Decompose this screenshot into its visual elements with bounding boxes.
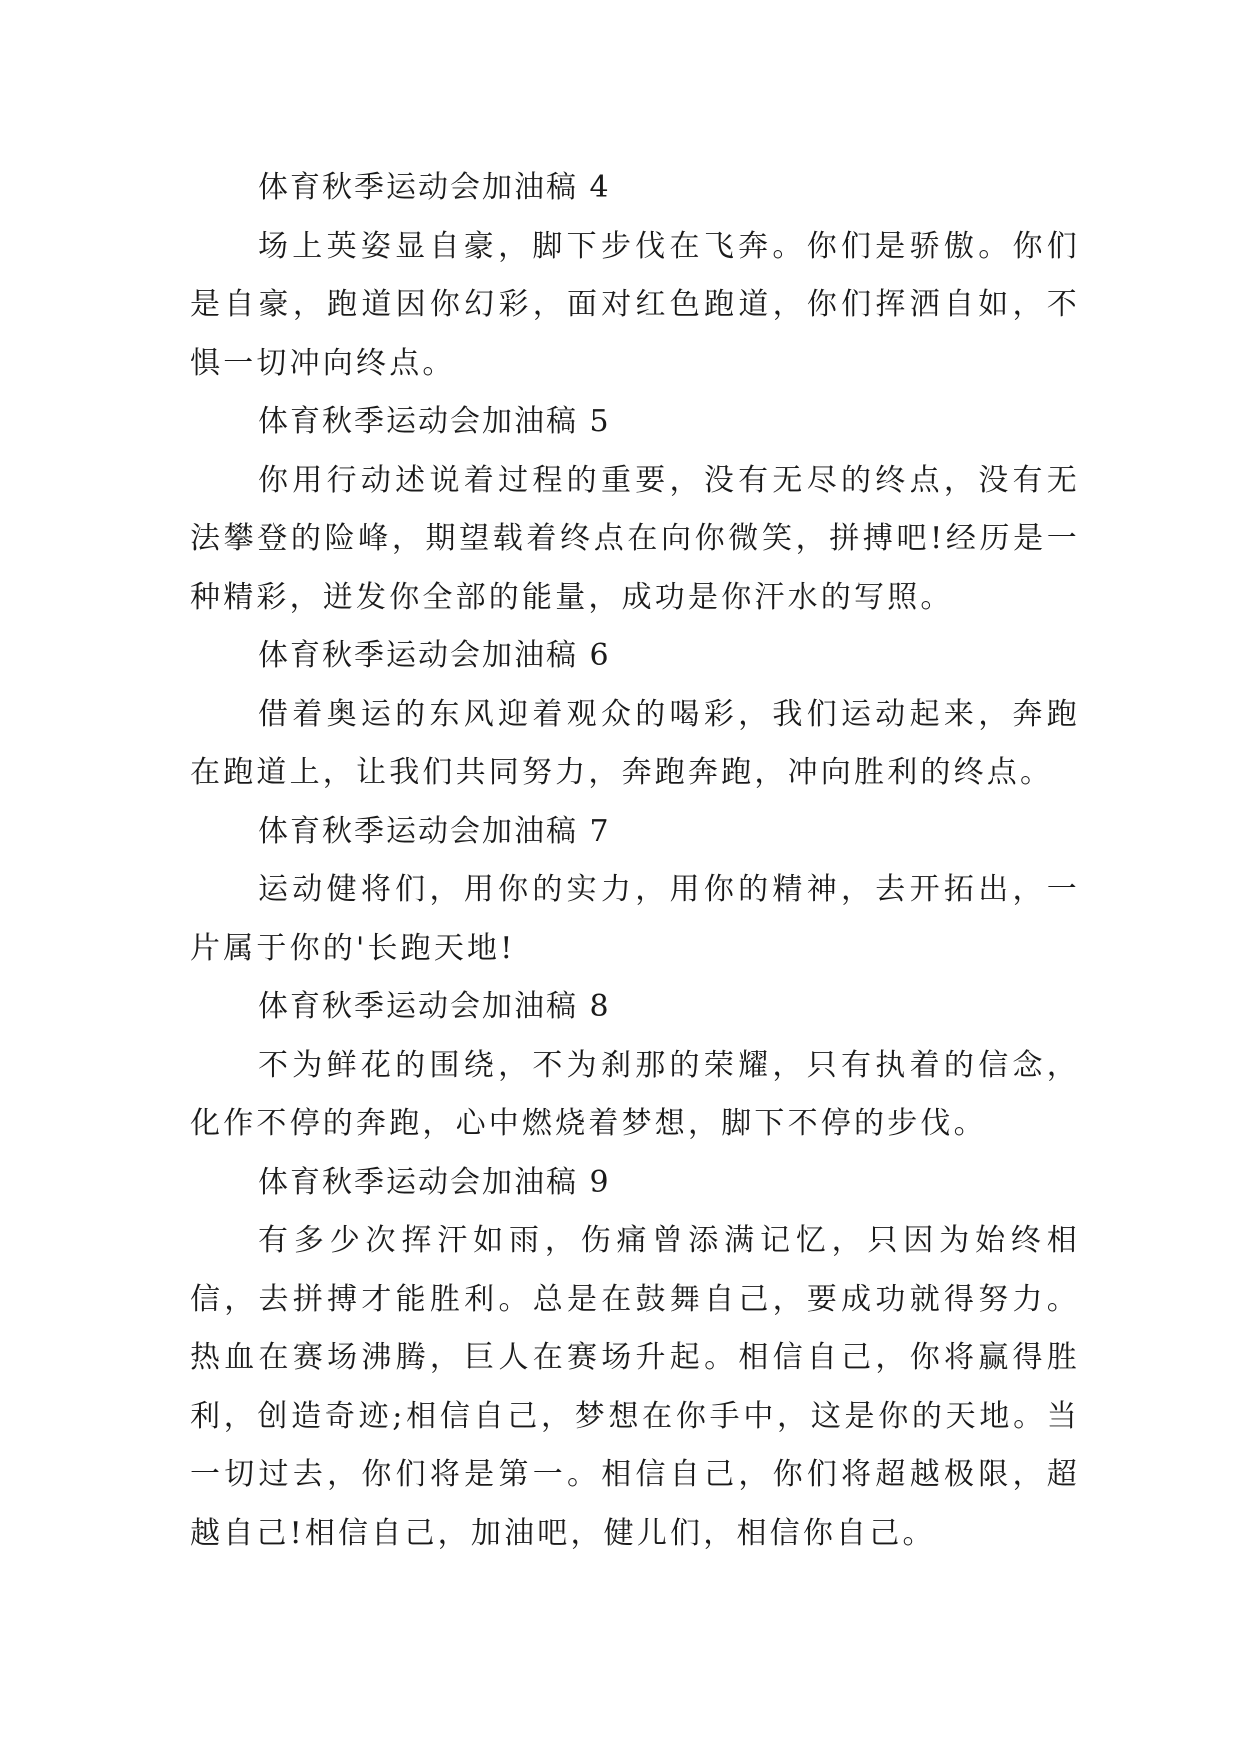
section-title: 体育秋季运动会加油稿 5 bbox=[258, 404, 611, 439]
section-paragraph: 场上英姿显自豪，脚下步伐在飞奔。你们是骄傲。你们是自豪，跑道因你幻彩，面对红色跑道，你们挥洒自如，不惧一切冲向终点。 bbox=[190, 228, 1080, 381]
document-content bbox=[190, 159, 1080, 1563]
section-4 bbox=[190, 159, 1080, 393]
section-paragraph: 运动健将们，用你的实力，用你的精神，去开拓出，一片属于你的'长跑天地! bbox=[190, 872, 1080, 966]
section-paragraph: 你用行动述说着过程的重要，没有无尽的终点，没有无法攀登的险峰，期望载着终点在向你微笑，拼搏吧!经历是一种精彩，迸发你全部的能量，成功是你汗水的写照。 bbox=[190, 462, 1080, 615]
section-8 bbox=[190, 978, 1080, 1154]
section-paragraph: 有多少次挥汗如雨，伤痛曾添满记忆，只因为始终相信，去拼搏才能胜利。总是在鼓舞自己，要成功就得努力。热血在赛场沸腾，巨人在赛场升起。相信自己，你将赢得胜利，创造奇迹;相信自己，梦想在你手中，这是你的天地。当一切过去，你们将是第一。相信自己，你们将超越极限，超越自己!相信自己，加油吧，健儿们，相信你自己。 bbox=[190, 1223, 1080, 1551]
section-title: 体育秋季运动会加油稿 8 bbox=[258, 989, 611, 1024]
section-5 bbox=[190, 393, 1080, 627]
section-9 bbox=[190, 1154, 1080, 1564]
section-paragraph: 借着奥运的东风迎着观众的喝彩，我们运动起来，奔跑在跑道上，让我们共同努力，奔跑奔跑，冲向胜利的终点。 bbox=[190, 696, 1080, 790]
section-title: 体育秋季运动会加油稿 6 bbox=[258, 638, 611, 673]
section-7 bbox=[190, 803, 1080, 979]
section-6 bbox=[190, 627, 1080, 803]
section-paragraph: 不为鲜花的围绕，不为刹那的荣耀，只有执着的信念，化作不停的奔跑，心中燃烧着梦想，脚下不停的步伐。 bbox=[190, 1047, 1080, 1141]
section-title: 体育秋季运动会加油稿 7 bbox=[258, 813, 611, 849]
section-title: 体育秋季运动会加油稿 4 bbox=[258, 170, 611, 205]
section-title: 体育秋季运动会加油稿 9 bbox=[258, 1164, 611, 1200]
